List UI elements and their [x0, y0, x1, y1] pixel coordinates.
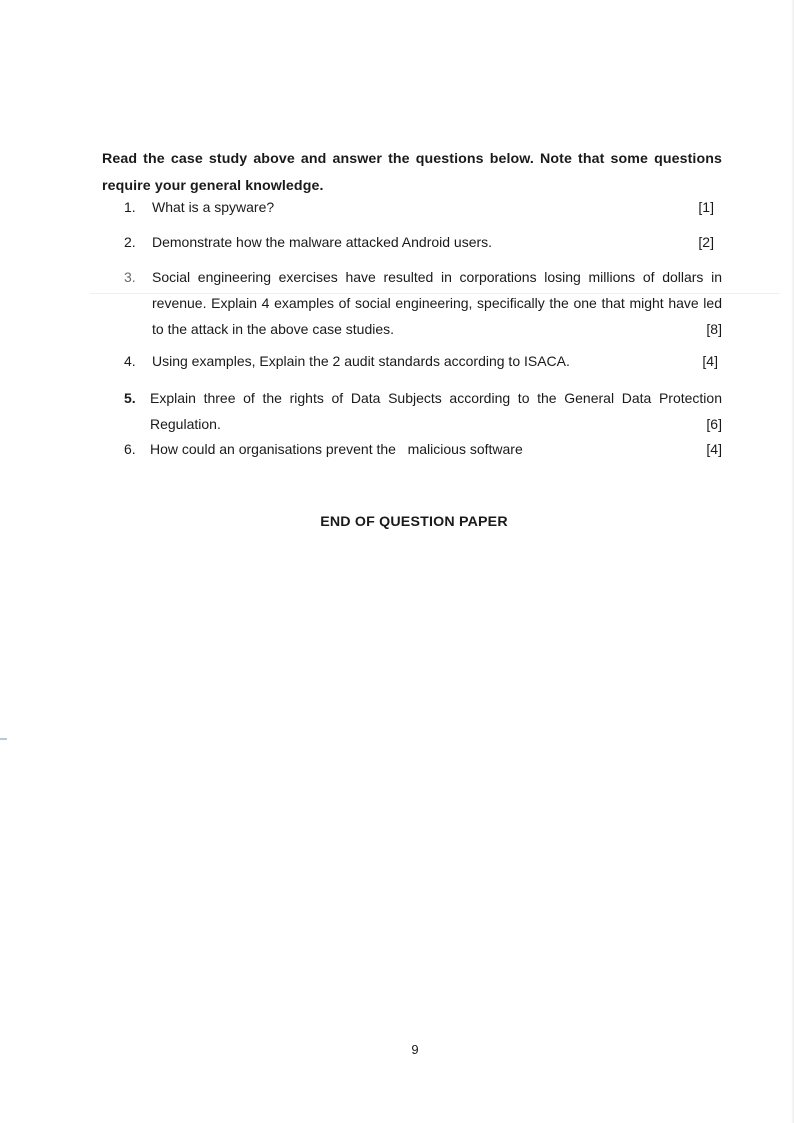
question-marks: [1] [698, 199, 714, 215]
instructions-text: Read the case study above and answer the questions below. Note that some questions require your general knowledge. [102, 151, 722, 195]
question-number: 5. [124, 390, 136, 406]
question-number: 6. [124, 441, 136, 457]
question-text: Social engineering exercises have resulted in corporations losing millions of dollars in revenue. Explain 4 examples of social engineering, specifically the one that might have led to the attack in the above case studies. [152, 269, 722, 337]
question-number: 1. [124, 199, 136, 215]
question-text: Demonstrate how the malware attacked Android users. [152, 234, 493, 250]
question-marks: [8] [706, 321, 722, 337]
question-text: Using examples, Explain the 2 audit standards according to ISACA. [152, 353, 570, 369]
question-text: Explain three of the rights of Data Subjects according to the General Data Protection Regulation. [150, 390, 722, 432]
page-number: 9 [411, 1042, 419, 1057]
question-marks: [6] [706, 416, 722, 432]
question-number: 4. [124, 353, 136, 369]
question-text: How could an organisations prevent the malicious software [150, 441, 523, 457]
scan-artifact-mark [0, 738, 7, 740]
question-text: What is a spyware? [152, 199, 275, 215]
question-marks: [4] [706, 441, 722, 457]
question-number: 3. [124, 269, 136, 285]
question-marks: [2] [698, 234, 714, 250]
question-number: 2. [124, 234, 136, 250]
question-marks: [4] [702, 353, 718, 369]
end-of-paper-heading: END OF QUESTION PAPER [320, 514, 508, 530]
